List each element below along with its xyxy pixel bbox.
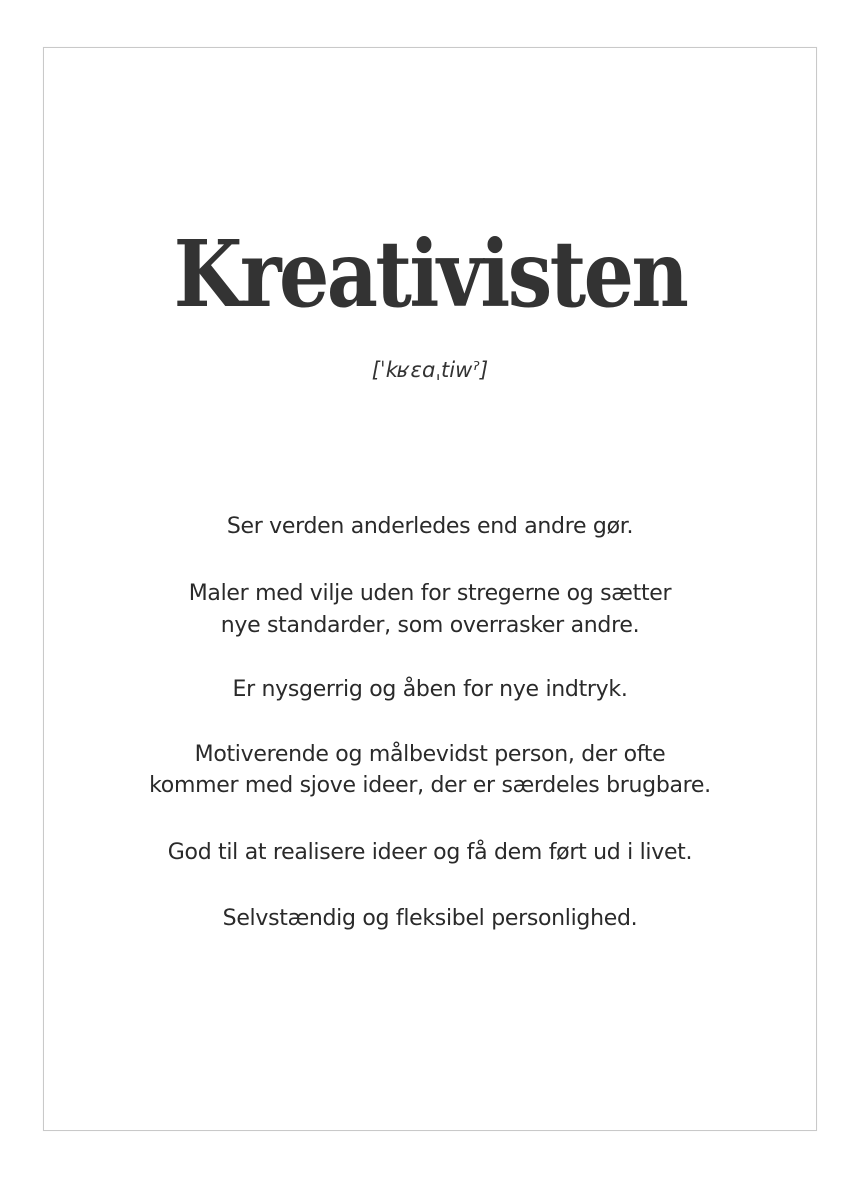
phonetic-transcription: [ˈkʁɛɑˌtiwˀ] xyxy=(371,358,489,382)
definition-line-2a: Maler med vilje uden for stregerne og sætter xyxy=(188,581,672,606)
definition-line-3: Er nysgerrig og åben for nye indtryk. xyxy=(232,677,628,702)
definition-line-1: Ser verden anderledes end andre gør. xyxy=(226,514,634,539)
definition-line-4b: kommer med sjove ideer, der er særdeles brugbare. xyxy=(149,773,711,798)
definition-line-2b: nye standarder, som overrasker andre. xyxy=(220,613,640,638)
poster-title: Kreativisten xyxy=(173,220,687,328)
definition-line-4a: Motiverende og målbevidst person, der ofte xyxy=(194,742,666,767)
definition-line-5: God til at realisere ideer og få dem ført ud i livet. xyxy=(167,840,693,865)
definition-line-6: Selvstændig og fleksibel personlighed. xyxy=(222,906,638,931)
